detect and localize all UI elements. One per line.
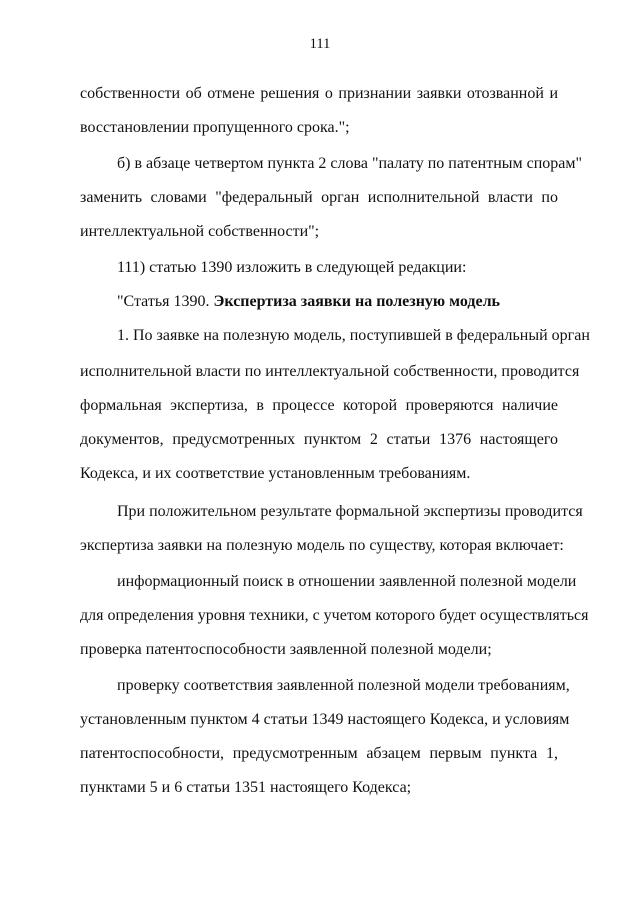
text-line-19: установленным пунктом 4 статьи 1349 настоящего Кодекса, и условиям xyxy=(80,711,570,728)
text-line-16: для определения уровня техники, с учетом которого будет осуществляться xyxy=(80,607,589,624)
article-title-bold: Экспертиза заявки на полезную модель xyxy=(213,293,501,310)
text-line-8: 1. По заявке на полезную модель, поступившей в федеральный орган xyxy=(117,327,590,344)
text-line-10: формальная экспертиза, в процессе которой проверяются наличие xyxy=(80,397,558,414)
text-line-13: При положительном результате формальной экспертизы проводится xyxy=(117,503,583,520)
text-line-21: пунктами 5 и 6 статьи 1351 настоящего Кодекса; xyxy=(80,779,412,796)
text-line-6: 111) статью 1390 изложить в следующей редакции: xyxy=(117,259,467,276)
text-line-2: восстановлении пропущенного срока."; xyxy=(80,119,350,136)
text-line-1: собственности об отмене решения о признании заявки отозванной и xyxy=(80,85,558,102)
text-line-15: информационный поиск в отношении заявленной полезной модели xyxy=(117,573,577,590)
text-line-4: заменить словами "федеральный орган исполнительной власти по xyxy=(80,189,558,206)
text-line-17: проверка патентоспособности заявленной полезной модели; xyxy=(80,641,492,658)
text-line-5: интеллектуальной собственности"; xyxy=(80,223,320,240)
article-title xyxy=(117,292,558,312)
text-line-11: документов, предусмотренных пунктом 2 статьи 1376 настоящего xyxy=(80,431,558,448)
text-line-20: патентоспособности, предусмотренным абзацем первым пункта 1, xyxy=(80,745,558,762)
page-number: 111 xyxy=(309,36,331,52)
text-line-9: исполнительной власти по интеллектуальной собственности, проводится xyxy=(80,363,580,380)
text-line-3: б) в абзаце четвертом пункта 2 слова "палату по патентным спорам" xyxy=(117,155,583,172)
article-title-prefix: "Статья 1390. xyxy=(117,293,214,310)
text-line-18: проверку соответствия заявленной полезной модели требованиям, xyxy=(117,677,570,694)
text-line-14: экспертиза заявки на полезную модель по существу, которая включает: xyxy=(80,537,564,554)
text-line-12: Кодекса, и их соответствие установленным требованиям. xyxy=(80,465,471,482)
